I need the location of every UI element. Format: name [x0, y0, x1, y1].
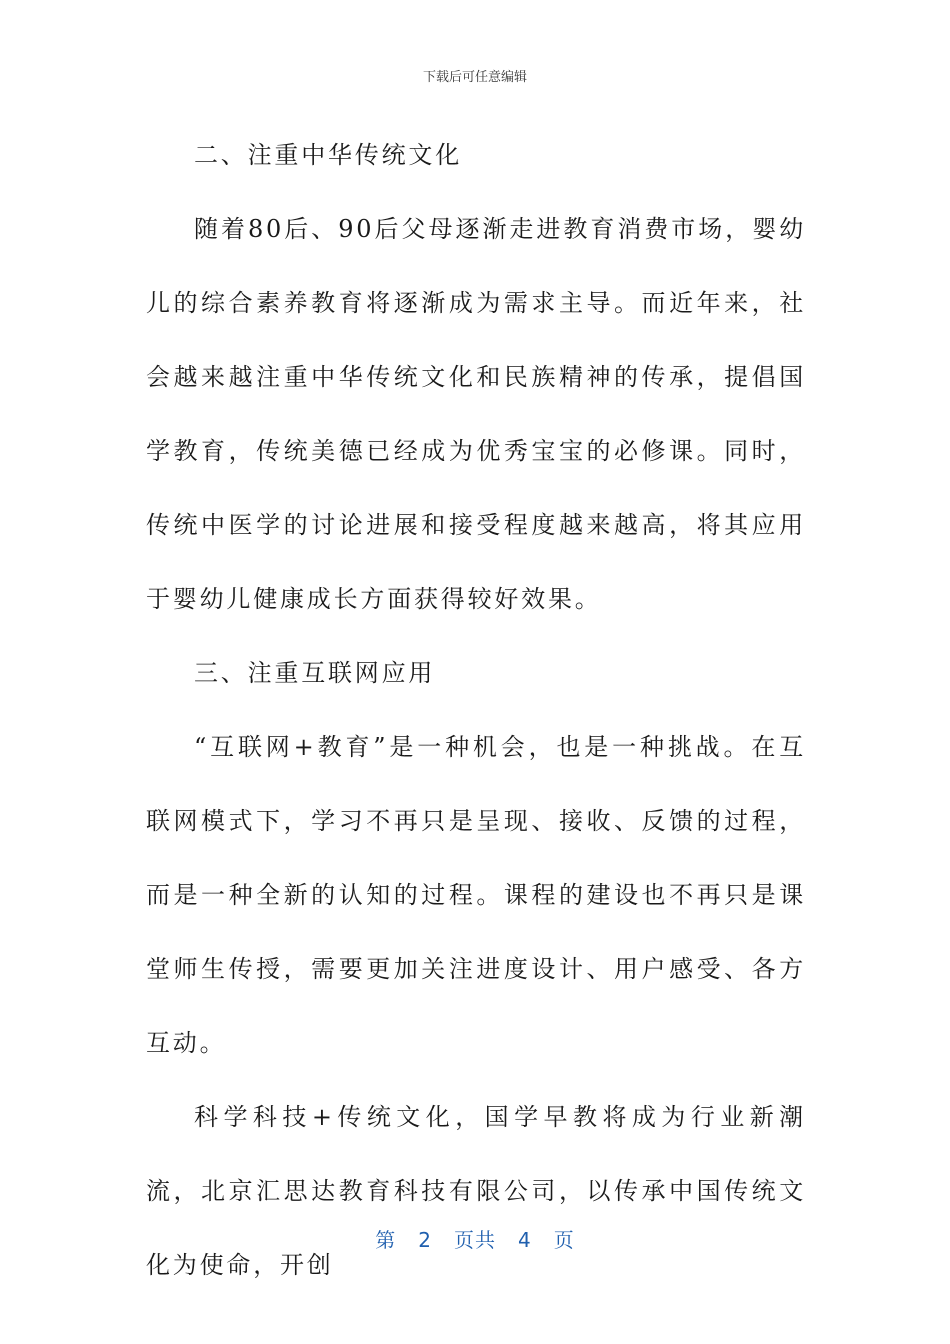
footer-current-page: 2: [418, 1228, 432, 1252]
footer-total-pages: 4: [518, 1228, 532, 1252]
paragraph-technology-culture: 科学科技+传统文化，国学早教将成为行业新潮流，北京汇思达教育科技有限公司，以传承中国传统文化为使命，开创: [146, 1103, 806, 1279]
page-header: 下载后可任意编辑: [422, 70, 527, 85]
footer-label-end: 页: [553, 1228, 575, 1252]
paragraph-traditional-culture: 随着80后、90后父母逐渐走进教育消费市场，婴幼儿的综合素养教育将逐渐成为需求主导。而近年来，社会越来越注重中华传统文化和民族精神的传承，提倡国学教育，传统美德已经成为优秀宝宝的必修课。同时，传统中医学的讨论进展和接受程度越来越高，将其应用于婴幼儿健康成长方面获得较好效果。: [146, 215, 806, 613]
page-footer: [0, 1224, 950, 1253]
document-body: [146, 118, 806, 1302]
paragraph-internet-education: “互联网+教育”是一种机会，也是一种挑战。在互联网模式下，学习不再只是呈现、接收、反馈的过程，而是一种全新的认知的过程。课程的建设也不再只是课堂师生传授，需要更加关注进度设计、用户感受、各方互动。: [146, 733, 806, 1057]
footer-label-page: 第: [375, 1228, 397, 1252]
footer-label-of: 页共: [454, 1228, 496, 1252]
section-heading-internet-application: 三、注重互联网应用: [194, 659, 436, 687]
section-heading-traditional-culture: 二、注重中华传统文化: [194, 141, 462, 169]
